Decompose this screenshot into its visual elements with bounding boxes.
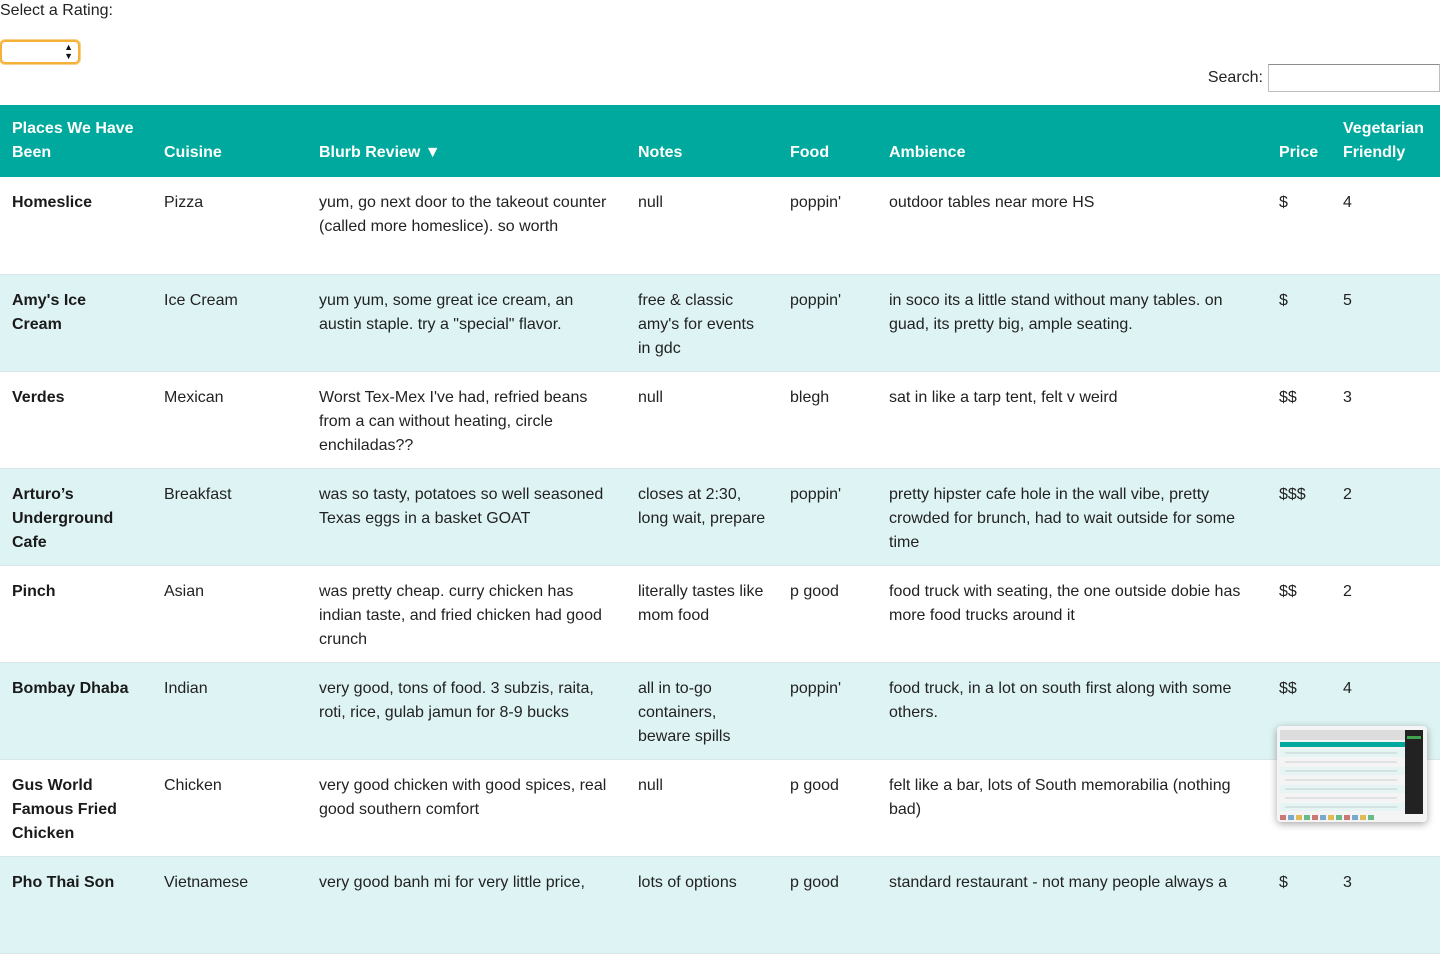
restaurants-table: [0, 105, 1440, 954]
search-input[interactable]: [1268, 64, 1440, 92]
cell-blurb: Worst Tex-Mex I've had, refried beans from a can without heating, circle enchiladas??: [319, 388, 588, 454]
cell-cuisine: Asian: [164, 582, 205, 600]
cell-ambience: pretty hipster cafe hole in the wall vibe, pretty crowded for brunch, had to wait outside for some time: [889, 485, 1235, 551]
header-notes[interactable]: Notes: [638, 144, 683, 161]
cell-ambience: food truck, in a lot on south first along with some others.: [889, 679, 1232, 721]
header-vegetarian-friendly[interactable]: Vegetarian Friendly: [1343, 120, 1424, 161]
thumbnail-preview-icon: [1277, 726, 1427, 822]
cell-blurb: was so tasty, potatoes so well seasoned Texas eggs in a basket GOAT: [319, 485, 604, 527]
cell-place: Pho Thai Son: [12, 873, 115, 891]
cell-ambience: sat in like a tarp tent, felt v weird: [889, 388, 1118, 406]
header-food[interactable]: Food: [790, 144, 830, 161]
cell-place: Homeslice: [12, 194, 93, 211]
cell-blurb: very good chicken with good spices, real good southern comfort: [319, 776, 607, 818]
header-places[interactable]: Places We Have Been: [12, 120, 134, 161]
cell-food: p good: [790, 776, 839, 794]
cell-notes: null: [638, 388, 663, 406]
cell-cuisine: Mexican: [164, 388, 224, 406]
cell-price: $$: [1279, 582, 1297, 600]
table-row: [0, 565, 1440, 662]
cell-cuisine: Breakfast: [164, 485, 232, 503]
rating-select[interactable]: [0, 40, 80, 64]
table-row: [0, 274, 1440, 371]
cell-ambience: food truck with seating, the one outside dobie has more food trucks around it: [889, 582, 1241, 624]
cell-cuisine: Ice Cream: [164, 291, 238, 309]
cell-food: poppin': [790, 291, 842, 309]
cell-food: poppin': [790, 194, 842, 211]
cell-price: $: [1279, 291, 1288, 309]
table-row: [0, 177, 1440, 274]
cell-notes: null: [638, 776, 663, 794]
header-cuisine[interactable]: Cuisine: [164, 144, 222, 161]
cell-food: p good: [790, 873, 839, 891]
search-bar: [1208, 64, 1440, 92]
search-label: Search:: [1207, 69, 1263, 86]
cell-food: poppin': [790, 679, 842, 697]
cell-cuisine: Indian: [164, 679, 208, 697]
cell-blurb: yum yum, some great ice cream, an austin staple. try a "special" flavor.: [319, 291, 574, 333]
cell-ambience: felt like a bar, lots of South memorabilia (nothing bad): [889, 776, 1231, 818]
table-row: [0, 468, 1440, 565]
cell-cuisine: Chicken: [164, 776, 222, 794]
cell-ambience: standard restaurant - not many people always a: [889, 873, 1227, 891]
select-arrows-icon: ▲ ▼: [64, 42, 73, 61]
cell-food: blegh: [790, 388, 830, 406]
cell-blurb: was pretty cheap. curry chicken has indian taste, and fried chicken had good crunch: [319, 582, 602, 648]
table-row: [0, 759, 1440, 856]
cell-vegetarian-friendly: 2: [1343, 485, 1352, 503]
cell-place: Bombay Dhaba: [12, 679, 129, 697]
cell-ambience: in soco its a little stand without many tables. on guad, its pretty big, ample seating.: [889, 291, 1223, 333]
cell-vegetarian-friendly: 3: [1343, 873, 1352, 891]
cell-cuisine: Pizza: [164, 194, 204, 211]
cell-notes: lots of options: [638, 873, 737, 891]
cell-ambience: outdoor tables near more HS: [889, 194, 1095, 211]
header-blurb-review[interactable]: Blurb Review ▼: [319, 144, 441, 161]
cell-notes: free & classic amy's for events in gdc: [638, 291, 754, 357]
cell-notes: literally tastes like mom food: [638, 582, 764, 624]
table-header-row: [0, 105, 1440, 177]
cell-vegetarian-friendly: 4: [1343, 194, 1352, 211]
cell-notes: closes at 2:30, long wait, prepare: [638, 485, 766, 527]
cell-notes: all in to-go containers, beware spills: [638, 679, 731, 745]
cell-notes: null: [638, 194, 663, 211]
cell-vegetarian-friendly: 3: [1343, 388, 1352, 406]
cell-place: Amy's Ice Cream: [12, 291, 87, 333]
header-price[interactable]: Price: [1279, 144, 1319, 161]
cell-food: poppin': [790, 485, 842, 503]
cell-price: $: [1279, 194, 1288, 211]
cell-cuisine: Vietnamese: [164, 873, 249, 891]
cell-price: $$: [1279, 679, 1297, 697]
cell-price: $$: [1279, 388, 1297, 406]
rating-filter-label: Select a Rating:: [0, 2, 113, 19]
table-row: [0, 371, 1440, 468]
cell-blurb: yum, go next door to the takeout counter (called more homeslice). so worth: [319, 194, 607, 235]
cell-food: p good: [790, 582, 839, 600]
cell-blurb: very good banh mi for very little price,: [319, 873, 585, 891]
cell-place: Arturo’s Underground Cafe: [12, 485, 114, 551]
header-ambience[interactable]: Ambience: [889, 144, 966, 161]
cell-blurb: very good, tons of food. 3 subzis, raita, roti, rice, gulab jamun for 8-9 bucks: [319, 679, 594, 721]
cell-place: Pinch: [12, 582, 56, 600]
cell-price: $$$: [1279, 485, 1306, 503]
cell-vegetarian-friendly: 2: [1343, 582, 1352, 600]
cell-price: $: [1279, 873, 1288, 891]
cell-vegetarian-friendly: 5: [1343, 291, 1352, 309]
cell-place: Verdes: [12, 388, 65, 406]
screenshot-thumbnail[interactable]: [1277, 726, 1427, 822]
table-row: [0, 662, 1440, 759]
cell-vegetarian-friendly: 4: [1343, 679, 1352, 697]
cell-place: Gus World Famous Fried Chicken: [12, 776, 117, 842]
table-row: [0, 856, 1440, 953]
